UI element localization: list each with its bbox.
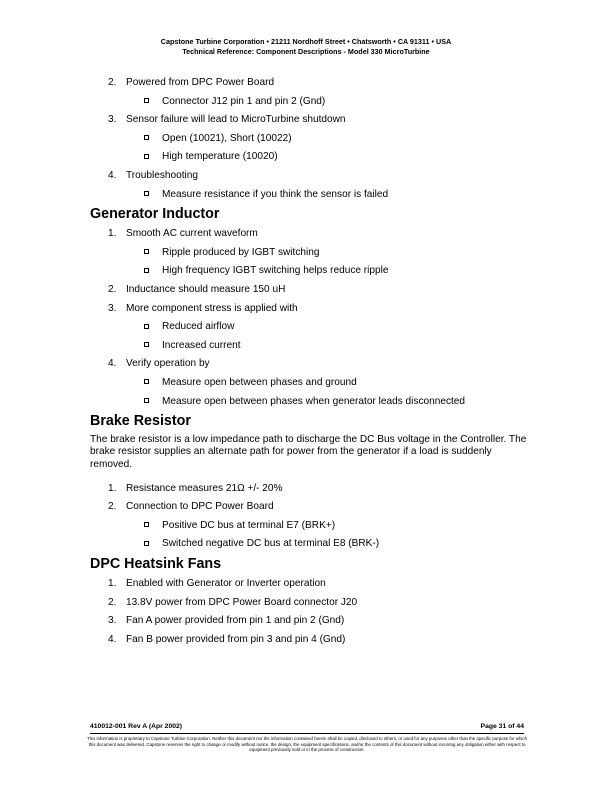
bullet-item: Measure resistance if you think the sensor is failed — [90, 188, 530, 201]
footer-row — [90, 723, 524, 734]
document-id: 410012-001 Rev A (Apr 2002) — [90, 723, 183, 730]
bullet-item: Positive DC bus at terminal E7 (BRK+) — [90, 519, 530, 532]
bullet-item: Switched negative DC bus at terminal E8 (BRK-) — [90, 537, 530, 550]
page-footer — [86, 723, 528, 753]
bullet-item: Ripple produced by IGBT switching — [90, 246, 530, 259]
list-item: 3. More component stress is applied with — [108, 302, 298, 314]
list-item: 1. Enabled with Generator or Inverter operation — [108, 578, 326, 590]
legal-notice: This information is proprietary to Capstone Turbine Corporation. Neither this document nor the information contained herein shall be copied, disclosed to others, or used for any purposes other than the specific purpose for which this document was delivered. Capstone reserves the right to change or modify without notice, the design, the equipment specifications, and/or the contents of this document without incurring any obligation either with respect to equipment previously sold or in the process of construction. — [86, 736, 528, 753]
list-item: 4. Troubleshooting — [108, 169, 199, 181]
checkbox-bullet-icon — [144, 522, 149, 527]
list-item: 2. Connection to DPC Power Board — [108, 501, 274, 513]
page-content — [90, 76, 530, 651]
bullet-item: Measure open between phases when generator leads disconnected — [90, 395, 530, 408]
list-item: 3. Fan A power provided from pin 1 and pin 2 (Gnd) — [108, 615, 345, 627]
checkbox-bullet-icon — [144, 135, 149, 140]
section-heading-dpc-heatsink-fans: DPC Heatsink Fans — [90, 556, 222, 573]
checkbox-bullet-icon — [144, 541, 149, 546]
checkbox-bullet-icon — [144, 268, 149, 273]
header-address: Capstone Turbine Corporation • 21211 Nordhoff Street • Chatsworth • CA 91311 • USA — [160, 37, 452, 46]
brake-resistor-list — [90, 482, 530, 551]
bullet-item: Reduced airflow — [90, 320, 530, 333]
checkbox-bullet-icon — [144, 324, 149, 329]
checkbox-bullet-icon — [144, 191, 149, 196]
list-item: 4. Verify operation by — [108, 358, 210, 370]
page-header — [0, 37, 612, 57]
bullet-item: Connector J12 pin 1 and pin 2 (Gnd) — [90, 95, 530, 108]
page-number: Page 31 of 44 — [480, 723, 524, 730]
list-item: 2. 13.8V power from DPC Power Board connector J20 — [108, 596, 358, 608]
top-list — [90, 76, 530, 201]
checkbox-bullet-icon — [144, 398, 149, 403]
checkbox-bullet-icon — [144, 249, 149, 254]
bullet-item: High frequency IGBT switching helps reduce ripple — [90, 264, 530, 277]
list-item: 2. Powered from DPC Power Board — [108, 77, 275, 88]
checkbox-bullet-icon — [144, 379, 149, 384]
list-item: 1. Smooth AC current waveform — [108, 228, 258, 240]
list-item: 1. Resistance measures 21Ω +/- 20% — [108, 482, 283, 494]
checkbox-bullet-icon — [144, 98, 149, 103]
list-item: 2. Inductance should measure 150 uH — [108, 283, 286, 295]
list-item: 4. Fan B power provided from pin 3 and pin 4 (Gnd) — [108, 633, 346, 645]
generator-inductor-list — [90, 227, 530, 407]
checkbox-bullet-icon — [144, 154, 149, 159]
section-heading-brake-resistor: Brake Resistor — [90, 413, 191, 430]
dpc-fans-list — [90, 577, 530, 646]
section-heading-generator-inductor: Generator Inductor — [90, 206, 220, 223]
brake-resistor-paragraph: The brake resistor is a low impedance path to discharge the DC Bus voltage in the Controller. The brake resistor supplies an alternate path for power from the generator if a load is suddenly removed. — [90, 434, 527, 470]
checkbox-bullet-icon — [144, 342, 149, 347]
bullet-item: Open (10021), Short (10022) — [90, 132, 530, 145]
bullet-item: Increased current — [90, 339, 530, 352]
bullet-item: High temperature (10020) — [90, 150, 530, 163]
header-doc-title: Technical Reference: Component Descriptions - Model 330 MicroTurbine — [182, 47, 430, 56]
list-item: 3. Sensor failure will lead to MicroTurbine shutdown — [108, 114, 346, 126]
bullet-item: Measure open between phases and ground — [90, 376, 530, 389]
